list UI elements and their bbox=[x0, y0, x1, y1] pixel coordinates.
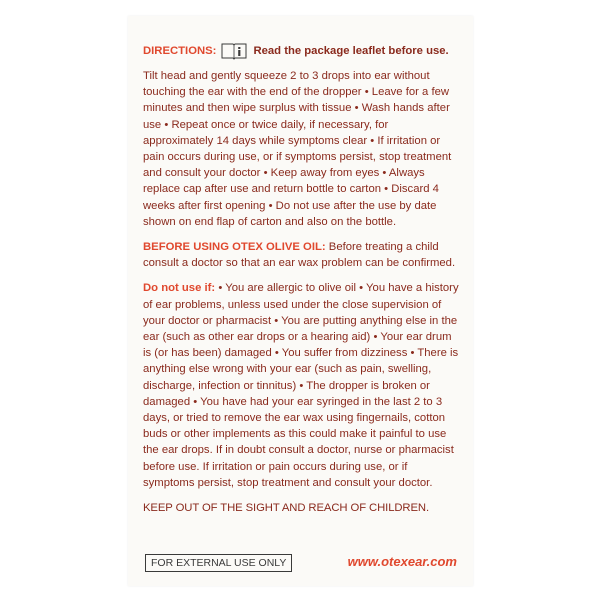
website-link[interactable]: www.otexear.com bbox=[347, 554, 457, 569]
external-use-box: FOR EXTERNAL USE ONLY bbox=[145, 554, 292, 572]
directions-body: Tilt head and gently squeeze 2 to 3 drops into ear without touching the ear with the end of the dropper • Leave for a few minutes and then wipe surplus with tissue • Wash hands after use • Repeat once or twice daily, if necessary, for approximately 14 days while symptoms clear • If irritation or pain occurs during use, or if symptoms persist, stop treatment and consult your doctor • Keep away from eyes • Always replace cap after use and return bottle to carton • Discard 4 weeks after first opening • Do not use after the use by date shown on end flap of carton and also on the bottle. bbox=[143, 70, 452, 228]
before-using-body: Before treating a child consult a doctor so that an ear wax problem can be confirmed. bbox=[143, 241, 456, 270]
before-using-section bbox=[143, 239, 459, 271]
leaflet-note: Read the package leaflet before use. bbox=[253, 44, 449, 57]
children-warning: KEEP OUT OF THE SIGHT AND REACH OF CHILDREN. bbox=[143, 502, 430, 515]
leaflet-icon bbox=[221, 42, 247, 60]
do-not-use-title: Do not use if: bbox=[143, 282, 216, 295]
before-using-title: BEFORE USING OTEX OLIVE OIL: bbox=[143, 241, 326, 254]
label-footer bbox=[145, 554, 457, 572]
directions-header bbox=[143, 42, 459, 60]
directions-title: DIRECTIONS: bbox=[143, 44, 217, 57]
do-not-use-body: • You are allergic to olive oil • You have a history of ear problems, unless used under the close supervision of your doctor or pharmacist • You are putting anything else in the ear (such as other ear drops or a hearing aid) • Your ear drum is (or has been) damaged • You suffer from dizziness • There is anything else wrong with your ear (such as pain, swelling, discharge, infection or tinnitus) • The dropper is broken or damaged • You have had your ear syringed in the last 2 to 3 days, or tried to remove the ear wax using fingernails, cotton buds or other implements as this could make it painful to use the ear drops. If in doubt consult a doctor, nurse or pharmacist before use. If irritation or pain occurs during use, or if symptoms persist, stop treatment and consult your doctor. bbox=[143, 282, 459, 489]
label-text-block bbox=[143, 42, 459, 525]
do-not-use-section bbox=[143, 280, 459, 491]
